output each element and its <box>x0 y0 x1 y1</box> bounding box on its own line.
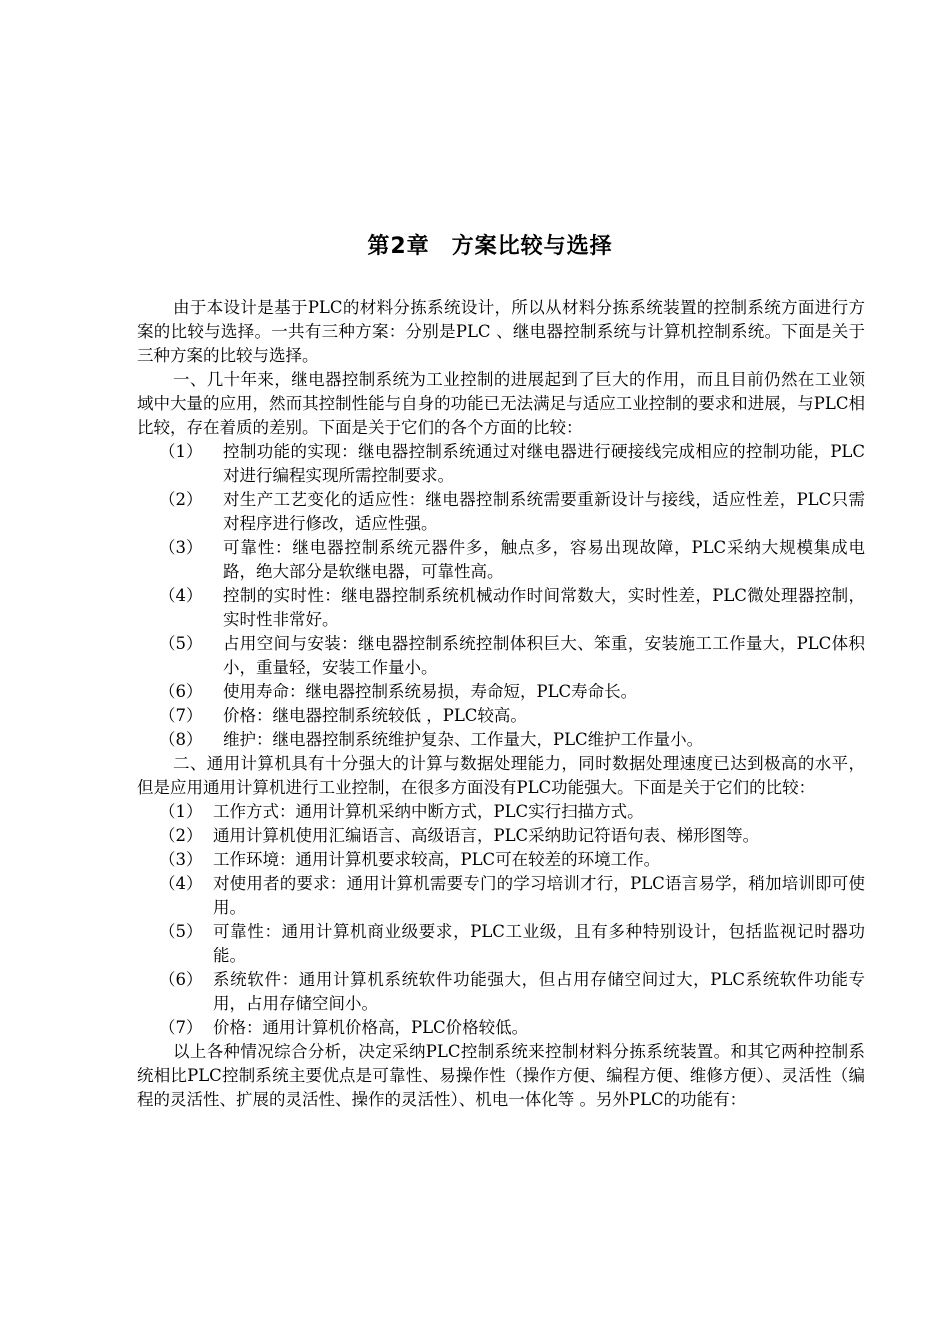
section1-paragraph: 一、几十年来，继电器控制系统为工业控制的进展起到了巨大的作用，而且目前仍然在工业领域中大量的应用，然而其控制性能与自身的功能已无法满足与适应工业控制的要求和进展，与PLC相比较，存在着质的差别。下面是关于它们的各个方面的比较： <box>137 370 865 437</box>
body-text <box>137 296 865 1112</box>
item-number: （8） <box>159 730 203 749</box>
chapter-number: 第2章 <box>367 234 430 259</box>
item-text: 价格：通用计算机价格高，PLC价格较低。 <box>213 1018 529 1037</box>
list-item <box>137 584 865 632</box>
item-number: （5） <box>159 634 203 653</box>
list-item <box>137 920 865 968</box>
item-text: 控制的实时性：继电器控制系统机械动作时间常数大，实时性差，PLC微处理器控制，实时性非常好。 <box>223 586 865 629</box>
item-number: （3） <box>159 850 203 869</box>
item-number: （1） <box>159 442 203 461</box>
list-item <box>137 440 865 488</box>
list-item <box>137 488 865 536</box>
item-text: 对生产工艺变化的适应性：继电器控制系统需要重新设计与接线，适应性差，PLC只需对程序进行修改，适应性强。 <box>223 490 865 533</box>
item-number: （6） <box>159 970 203 989</box>
list-item <box>137 1016 865 1040</box>
item-number: （6） <box>159 682 203 701</box>
list-item <box>137 848 865 872</box>
conclusion-paragraph: 以上各种情况综合分析，决定采纳PLC控制系统来控制材料分拣系统装置。和其它两种控制系统相比PLC控制系统主要优点是可靠性、易操作性（操作方便、编程方便、维修方便）、灵活性（编程的灵活性、扩展的灵活性、操作的灵活性）、机电一体化等 。另外PLC的功能有： <box>137 1042 865 1109</box>
list-item <box>137 632 865 680</box>
item-text: 工作环境：通用计算机要求较高，PLC可在较差的环境工作。 <box>213 850 661 869</box>
computer-comparison-list <box>137 800 865 1040</box>
list-item <box>137 968 865 1016</box>
list-item <box>137 800 865 824</box>
item-text: 维护：继电器控制系统维护复杂、工作量大，PLC维护工作量小。 <box>223 730 704 749</box>
item-number: （2） <box>159 490 203 509</box>
item-text: 工作方式：通用计算机采纳中断方式，PLC实行扫描方式。 <box>213 802 644 821</box>
item-text: 价格：继电器控制系统较低 ，PLC较高。 <box>223 706 527 725</box>
item-number: （7） <box>159 1018 203 1037</box>
item-number: （3） <box>159 538 203 557</box>
item-number: （5） <box>159 922 203 941</box>
item-text: 可靠性：通用计算机商业级要求，PLC工业级，且有多种特别设计，包括监视记时器功能。 <box>213 922 865 965</box>
list-item <box>137 704 865 728</box>
list-item <box>137 728 865 752</box>
item-number: （2） <box>159 826 203 845</box>
item-text: 通用计算机使用汇编语言、高级语言，PLC采纳助记符语句表、梯形图等。 <box>213 826 760 845</box>
item-number: （1） <box>159 802 203 821</box>
item-text: 系统软件：通用计算机系统软件功能强大，但占用存储空间过大，PLC系统软件功能专用，占用存储空间小。 <box>213 970 865 1013</box>
item-text: 对使用者的要求：通用计算机需要专门的学习培训才行，PLC语言易学，稍加培训即可使用。 <box>213 874 865 917</box>
item-number: （4） <box>159 874 203 893</box>
relay-comparison-list <box>137 440 865 752</box>
item-number: （7） <box>159 706 203 725</box>
item-text: 使用寿命：继电器控制系统易损，寿命短，PLC寿命长。 <box>223 682 638 701</box>
item-text: 可靠性：继电器控制系统元器件多，触点多，容易出现故障，PLC采纳大规模集成电路，绝大部分是软继电器，可靠性高。 <box>223 538 865 581</box>
list-item <box>137 824 865 848</box>
list-item <box>137 872 865 920</box>
chapter-title <box>0 232 950 262</box>
chapter-title-text: 方案比较与选择 <box>451 234 613 259</box>
item-text: 占用空间与安装：继电器控制系统控制体积巨大、笨重，安装施工工作量大，PLC体积小，重量轻，安装工作量小。 <box>223 634 865 677</box>
section2-paragraph: 二、通用计算机具有十分强大的计算与数据处理能力，同时数据处理速度已达到极高的水平，但是应用通用计算机进行工业控制，在很多方面没有PLC功能强大。下面是关于它们的比较： <box>137 754 865 797</box>
intro-paragraph: 由于本设计是基于PLC的材料分拣系统设计，所以从材料分拣系统装置的控制系统方面进行方案的比较与选择。一共有三种方案：分别是PLC 、继电器控制系统与计算机控制系统。下面是关于三种方案的比较与选择。 <box>137 298 865 365</box>
list-item <box>137 536 865 584</box>
item-text: 控制功能的实现：继电器控制系统通过对继电器进行硬接线完成相应的控制功能，PLC对进行编程实现所需控制要求。 <box>223 442 865 485</box>
item-number: （4） <box>159 586 203 605</box>
list-item <box>137 680 865 704</box>
